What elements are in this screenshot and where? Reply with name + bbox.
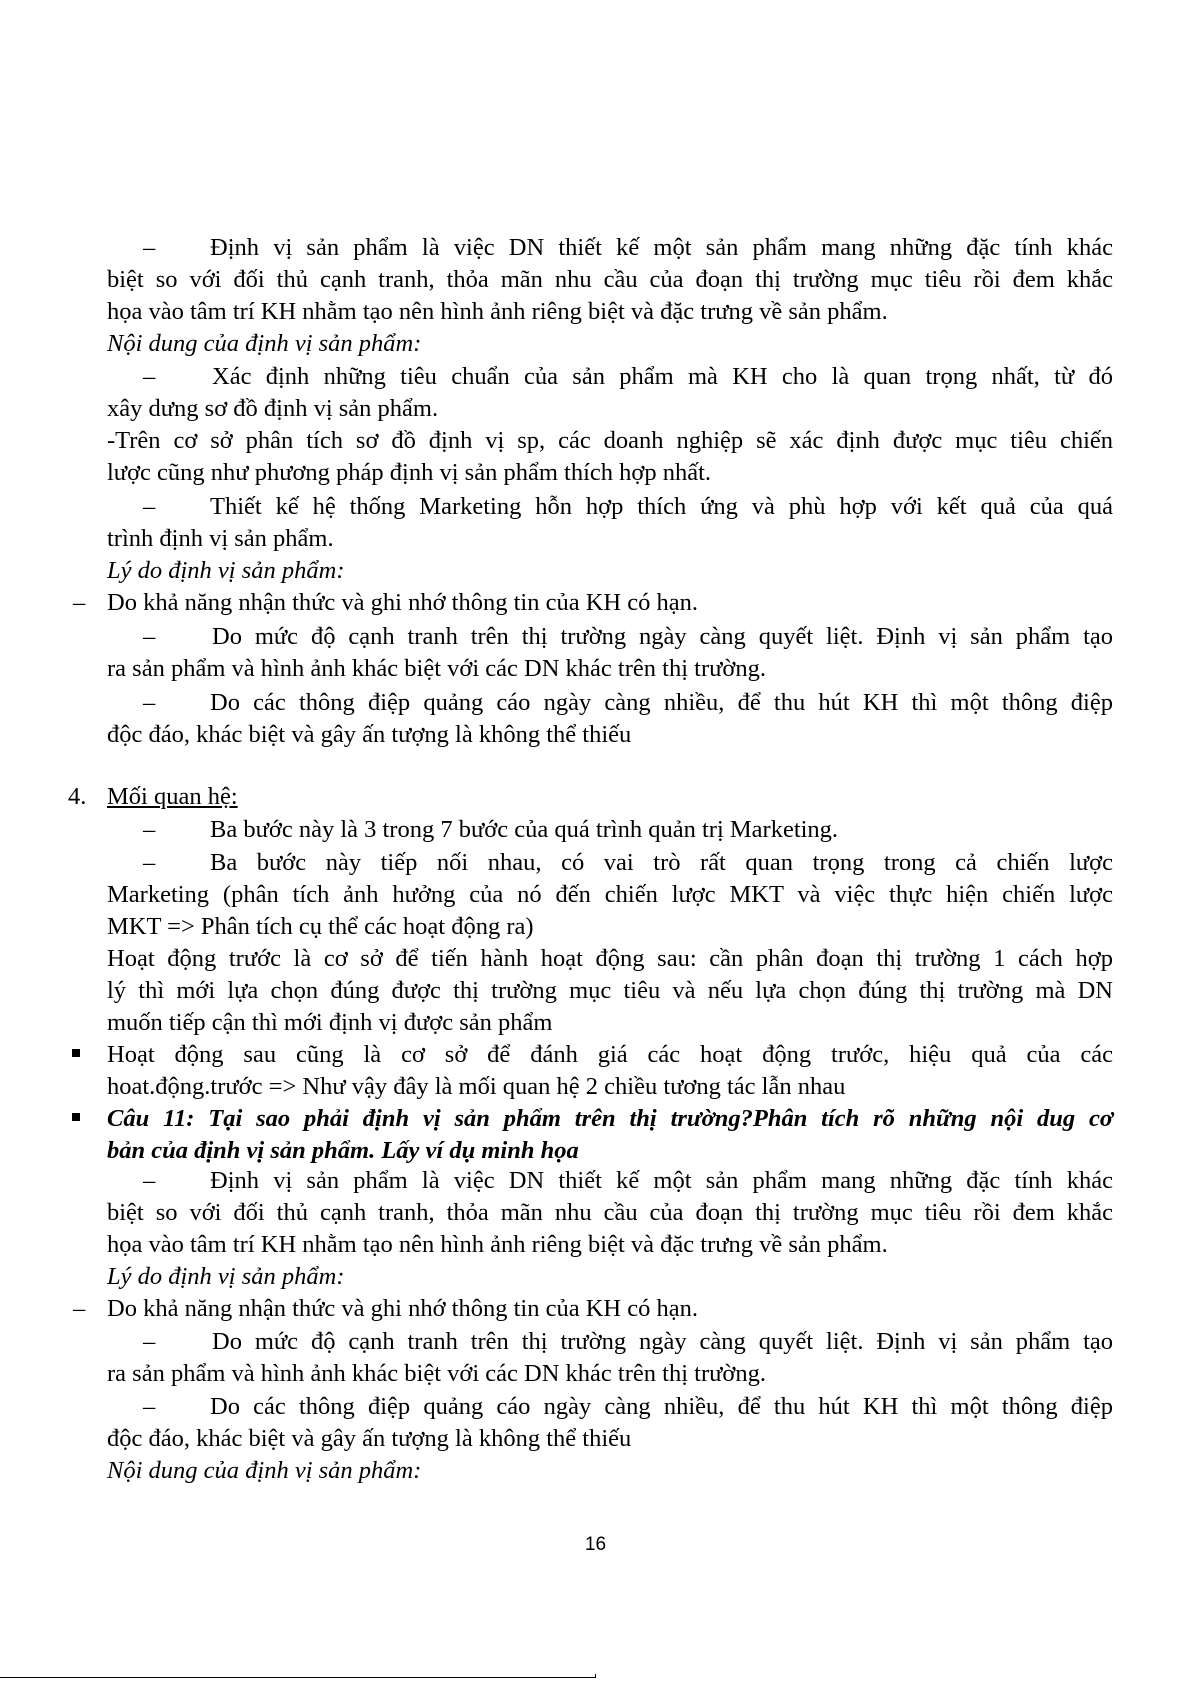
section-subheading: Lý do định vị sản phẩm:: [107, 557, 345, 584]
paragraph-line: MKT => Phân tích cụ thể các hoạt động ra): [107, 913, 534, 940]
paragraph-line: Do các thông điệp quảng cáo ngày càng nhiều, để thu hút KH thì một thông điệp: [210, 1393, 1113, 1420]
dash-bullet: –: [143, 623, 156, 650]
dash-bullet: –: [143, 493, 156, 520]
dash-bullet: –: [143, 1393, 156, 1420]
paragraph-line: họa vào tâm trí KH nhằm tạo nên hình ảnh riêng biệt và đặc trưng về sản phẩm.: [107, 1231, 888, 1258]
dash-bullet: –: [73, 1295, 86, 1322]
section-subheading: Nội dung của định vị sản phẩm:: [107, 330, 422, 357]
paragraph-line: họa vào tâm trí KH nhằm tạo nên hình ảnh riêng biệt và đặc trưng về sản phẩm.: [107, 298, 888, 325]
paragraph-line: Ba bước này tiếp nối nhau, có vai trò rất quan trọng trong cả chiến lược: [210, 849, 1113, 876]
paragraph-line: muốn tiếp cận thì mới định vị được sản phẩm: [107, 1009, 553, 1036]
paragraph-line: Định vị sản phẩm là việc DN thiết kế một sản phẩm mang những đặc tính khác: [210, 234, 1113, 261]
dash-bullet: –: [143, 363, 156, 390]
section-subheading: Nội dung của định vị sản phẩm:: [107, 1457, 422, 1484]
paragraph-line: xây dưng sơ đồ định vị sản phẩm.: [107, 395, 439, 422]
section-heading: Mối quan hệ:: [107, 783, 238, 810]
paragraph-line: Do khả năng nhận thức và ghi nhớ thông tin của KH có hạn.: [107, 1295, 698, 1322]
paragraph-line: Hoạt động sau cũng là cơ sở để đánh giá các hoạt động trước, hiệu quả của các: [107, 1041, 1113, 1068]
paragraph-line: biệt so với đối thủ cạnh tranh, thỏa mãn nhu cầu của đoạn thị trường mục tiêu rồi đem khắc: [107, 266, 1113, 293]
paragraph-line: lược cũng như phương pháp định vị sản phẩm thích hợp nhất.: [107, 459, 712, 486]
list-number: 4.: [68, 783, 87, 810]
square-bullet: [72, 1049, 80, 1057]
paragraph-line: Ba bước này là 3 trong 7 bước của quá trình quản trị Marketing.: [210, 816, 839, 843]
dash-bullet: –: [73, 589, 86, 616]
paragraph-line: Hoạt động trước là cơ sở để tiến hành hoạt động sau: cần phân đoạn thị trường 1 cách hợp: [107, 945, 1113, 972]
paragraph-line: lý thì mới lựa chọn đúng được thị trường mục tiêu và nếu lựa chọn đúng thị trường mà DN: [107, 977, 1113, 1004]
paragraph-line: Xác định những tiêu chuẩn của sản phẩm mà KH cho là quan trọng nhất, từ đó: [212, 363, 1113, 390]
square-bullet: [72, 1113, 80, 1121]
dash-bullet: –: [143, 1328, 156, 1355]
question-heading: Câu 11: Tại sao phải định vị sản phẩm trên thị trường?Phân tích rõ những nội dug cơ: [107, 1105, 1113, 1132]
paragraph-line: biệt so với đối thủ cạnh tranh, thỏa mãn nhu cầu của đoạn thị trường mục tiêu rồi đem khắc: [107, 1199, 1113, 1226]
paragraph-line: Do mức độ cạnh tranh trên thị trường ngày càng quyết liệt. Định vị sản phẩm tạo: [212, 623, 1113, 650]
dash-bullet: –: [143, 689, 156, 716]
paragraph-line: Định vị sản phẩm là việc DN thiết kế một sản phẩm mang những đặc tính khác: [210, 1167, 1113, 1194]
question-heading: bản của định vị sản phẩm. Lấy ví dụ minh họa: [107, 1137, 579, 1164]
paragraph-line: trình định vị sản phẩm.: [107, 525, 334, 552]
dash-bullet: –: [143, 234, 156, 261]
paragraph-line: Do khả năng nhận thức và ghi nhớ thông tin của KH có hạn.: [107, 589, 698, 616]
paragraph-line: -Trên cơ sở phân tích sơ đồ định vị sp, các doanh nghiệp sẽ xác định được mục tiêu chiến: [107, 427, 1113, 454]
dash-bullet: –: [143, 1167, 156, 1194]
paragraph-line: Do các thông điệp quảng cáo ngày càng nhiều, để thu hút KH thì một thông điệp: [210, 689, 1113, 716]
footer-rule: [0, 1677, 595, 1678]
paragraph-line: Thiết kế hệ thống Marketing hỗn hợp thích ứng và phù hợp với kết quả của quá: [210, 493, 1113, 520]
footer-rule-tick: [595, 1674, 596, 1678]
section-subheading: Lý do định vị sản phẩm:: [107, 1263, 345, 1290]
paragraph-line: độc đáo, khác biệt và gây ấn tượng là không thể thiếu: [107, 1425, 632, 1452]
paragraph-line: độc đáo, khác biệt và gây ấn tượng là không thể thiếu: [107, 721, 632, 748]
paragraph-line: hoat.động.trước => Như vậy đây là mối quan hệ 2 chiều tương tác lẫn nhau: [107, 1073, 846, 1100]
paragraph-line: Marketing (phân tích ảnh hưởng của nó đến chiến lược MKT và việc thực hiện chiến lược: [107, 881, 1113, 908]
paragraph-line: Do mức độ cạnh tranh trên thị trường ngày càng quyết liệt. Định vị sản phẩm tạo: [212, 1328, 1113, 1355]
page-number: 16: [584, 1534, 607, 1555]
dash-bullet: –: [143, 849, 156, 876]
paragraph-line: ra sản phẩm và hình ảnh khác biệt với các DN khác trên thị trường.: [107, 655, 766, 682]
dash-bullet: –: [143, 816, 156, 843]
paragraph-line: ra sản phẩm và hình ảnh khác biệt với các DN khác trên thị trường.: [107, 1360, 766, 1387]
